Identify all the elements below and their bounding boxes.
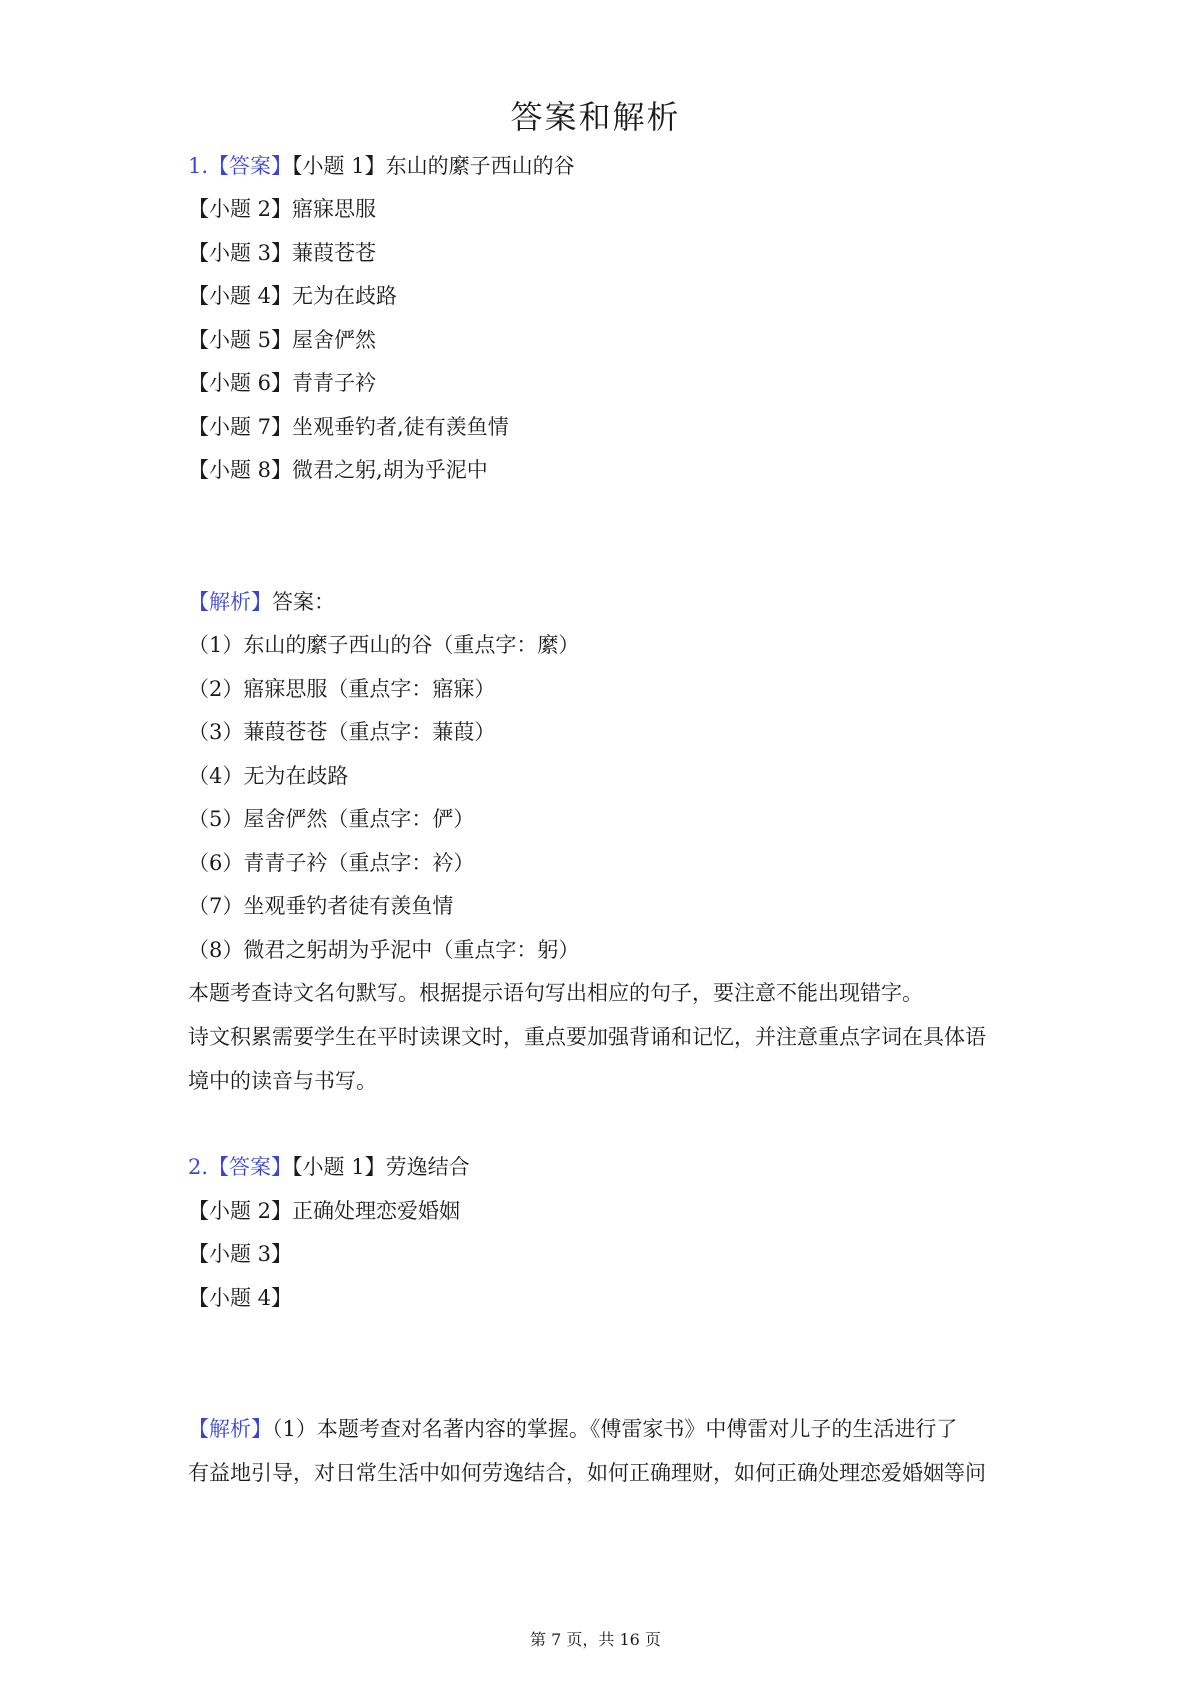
q1-analysis-line: 本题考查诗文名句默写。根据提示语句写出相应的句子，要注意不能出现错字。 bbox=[188, 981, 923, 1005]
q2-answer-line bbox=[188, 1152, 470, 1182]
q2-analysis-line bbox=[188, 1414, 957, 1444]
q1-answer-8: 【小题 8】微君之躬,胡为乎泥中 bbox=[188, 458, 488, 482]
q1-analysis-line: （5）屋舍俨然（重点字：俨） bbox=[188, 807, 475, 831]
q2-answer-4: 【小题 4】 bbox=[188, 1286, 293, 1310]
q1-answer-1: 【小题 1】东山的縻子西山的谷 bbox=[292, 154, 575, 178]
q1-analysis-header bbox=[188, 587, 335, 617]
page-title: 答案和解析 bbox=[510, 98, 681, 136]
q1-answer-6: 【小题 6】青青子衿 bbox=[188, 371, 377, 395]
q2-answer-2: 【小题 2】正确处理恋爱婚姻 bbox=[188, 1199, 461, 1223]
q1-analysis-line: （2）寤寐思服（重点字：寤寐） bbox=[188, 677, 496, 701]
q1-analysis-line: （8）微君之躬胡为乎泥中（重点字：躬） bbox=[188, 938, 580, 962]
q1-analysis-line: （1）东山的縻子西山的谷（重点字：縻） bbox=[188, 633, 580, 657]
q1-answer-2: 【小题 2】寤寐思服 bbox=[188, 197, 377, 221]
q1-answer-5: 【小题 5】屋舍俨然 bbox=[188, 328, 377, 352]
q1-number: 1. bbox=[188, 154, 209, 178]
q2-analysis-line: 有益地引导，对日常生活中如何劳逸结合，如何正确理财，如何正确处理恋爱婚姻等问 bbox=[188, 1461, 986, 1485]
q1-analysis-line: （3）蒹葭苍苍（重点字：蒹葭） bbox=[188, 720, 496, 744]
q2-number: 2. bbox=[188, 1155, 209, 1179]
q2-answer-1: 【小题 1】劳逸结合 bbox=[292, 1155, 470, 1179]
q2-analysis-text: （1）本题考查对名著内容的掌握。《傅雷家书》中傅雷对儿子的生活进行了 bbox=[272, 1417, 958, 1441]
q1-answer-3: 【小题 3】蒹葭苍苍 bbox=[188, 241, 377, 265]
q2-analysis-tag: 【解析】 bbox=[188, 1417, 272, 1441]
q1-answer-line bbox=[188, 151, 575, 181]
q1-analysis-line: 诗文积累需要学生在平时读课文时，重点要加强背诵和记忆，并注意重点字词在具体语 bbox=[188, 1025, 986, 1049]
q2-answer-tag: 【答案】 bbox=[208, 1155, 293, 1179]
q1-analysis-lead: 答案： bbox=[272, 590, 335, 614]
q1-answer-4: 【小题 4】无为在歧路 bbox=[188, 284, 398, 308]
q1-analysis-line: （4）无为在歧路 bbox=[188, 764, 349, 788]
q1-answer-7: 【小题 7】坐观垂钓者,徒有羡鱼情 bbox=[188, 415, 509, 439]
q1-answer-tag: 【答案】 bbox=[208, 154, 293, 178]
q1-analysis-line: （7）坐观垂钓者徒有羡鱼情 bbox=[188, 894, 454, 918]
q1-analysis-line: 境中的读音与书写。 bbox=[188, 1069, 377, 1093]
q1-analysis-tag: 【解析】 bbox=[188, 590, 272, 614]
q1-analysis-line: （6）青青子衿（重点字：衿） bbox=[188, 851, 475, 875]
page-footer: 第 7 页，共 16 页 bbox=[530, 1630, 661, 1649]
q2-answer-3: 【小题 3】 bbox=[188, 1242, 293, 1266]
